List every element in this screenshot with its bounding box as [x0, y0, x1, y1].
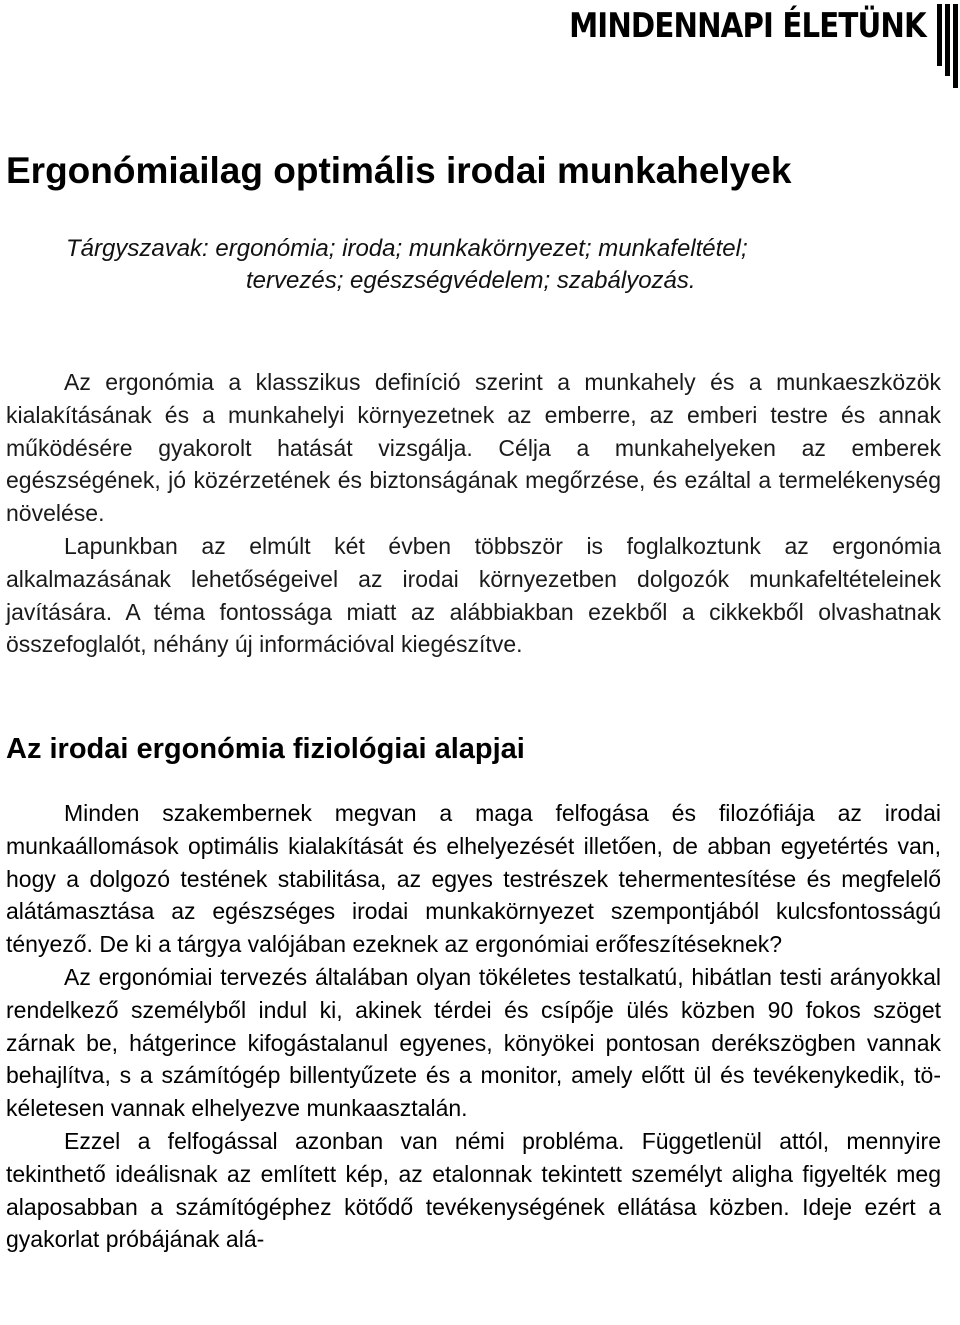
keywords-line: tervezés; egészségvédelem; szabályozás.: [246, 267, 696, 294]
header-decor-bar: [953, 4, 958, 88]
section-label: MINDENNAPI ÉLETÜNK: [569, 6, 926, 46]
header-decor-bar: [945, 4, 950, 76]
body-text: [6, 797, 941, 1256]
page-header: [0, 0, 960, 90]
lead-paragraph: Lapunkban az elmúlt két évben többször is foglalkoztunk az ergonómia alkalmazásának lehetőségeivel az irodai környezetben dolgozók munkafeltételeinek javítására. A téma fontossága miatt az alábbiakban ezekből a cikkekből olvashatnak összefoglalót, néhány új információval kiegészítve.: [6, 532, 941, 658]
keywords: [66, 233, 916, 297]
lead-text: [6, 366, 941, 661]
body-paragraph: Az ergonómiai tervezés általában olyan tökéletes testalkatú, hibátlan testi arányokkal rendelkező személyből indul ki, akinek térdei és csípője ülés közben 90 fokos szöget zárnak be, hátgerince kifogástalanul egyenes, könyökei pontosan derékszögben vannak behajlítva, s a számítógép billentyűzete és a monitor, amely előtt ül és tevékenykedik, tökéletesen vannak elhelyezve munkaasztalán.: [6, 963, 941, 1122]
body-paragraph: Ezzel a felfogással azonban van némi probléma. Függetlenül attól, mennyire tekinthető ideálisnak az említett kép, az etalonnak tekintett személyt aligha figyelték meg alaposabban a számítógéphez kötődő tevékenységének ellátása közben. Ideje ezért a gyakorlat próbájának alá-: [6, 1127, 941, 1253]
body-paragraph: Minden szakembernek megvan a maga felfogása és filozófiája az irodai munkaállomások optimális kialakítását és elhelyezését illetően, de abban egyetértés van, hogy a dolgozó testének stabilitása, az egyes testrészek tehermentesítése és megfelelő alátámasztása az egészséges irodai munkakörnyezet szempontjából kulcsfontosságú tényező. De ki a tárgya valójában ezeknek az ergonómiai erőfeszítéseknek?: [6, 800, 941, 958]
header-decor-bar: [937, 4, 942, 66]
section-heading: Az irodai ergonómia fiziológiai alapjai: [6, 733, 525, 765]
article-title: Ergonómiailag optimális irodai munkahelyek: [6, 150, 792, 191]
keywords-line: Tárgyszavak: ergonómia; iroda; munkakörnyezet; munkafeltétel;: [66, 235, 748, 262]
lead-paragraph: Az ergonómia a klasszikus definíció szerint a munkahely és a munkaeszközök kialakításának és a munkahelyi környezetnek az emberre, az emberi testre és annak működésére gyakorolt hatását vizsgálja. Célja a munkahelyeken az emberek egészségének, jó közérzetének és biztonságának megőrzése, és ezáltal a termelékenység növelése.: [6, 369, 941, 527]
